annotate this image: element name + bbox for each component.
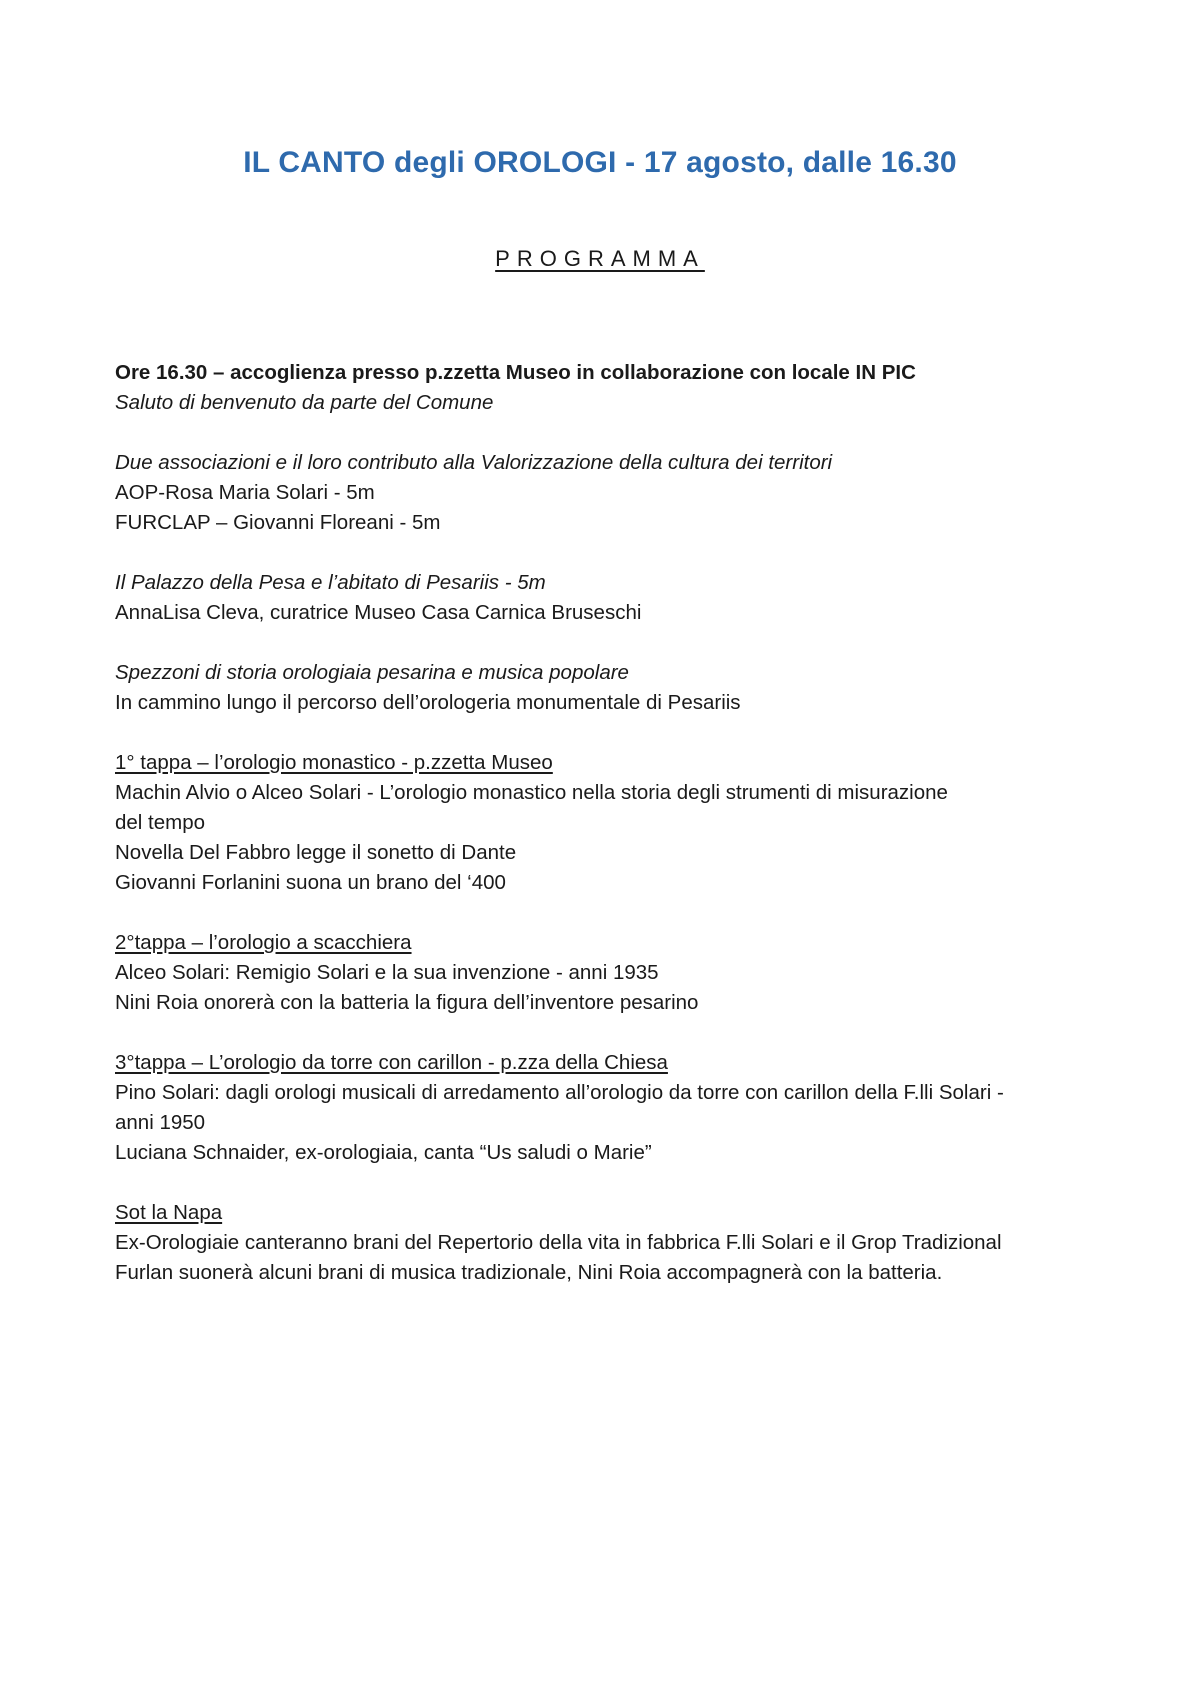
stage1-line: Machin Alvio o Alceo Solari - L’orologio monastico nella storia degli strumenti di misurazione — [115, 781, 948, 804]
history-heading: Spezzoni di storia orologiaia pesarina e musica popolare — [115, 661, 629, 684]
spacer — [115, 898, 1115, 928]
finale-line: Ex-Orologiaie canteranno brani del Repertorio della vita in fabbrica F.lli Solari e il Grop Tradizional — [115, 1231, 1002, 1254]
associations-heading: Due associazioni e il loro contributo alla Valorizzazione della cultura dei territori — [115, 451, 833, 474]
stage1-heading: 1° tappa – l’orologio monastico - p.zzetta Museo — [115, 751, 553, 774]
finale-line: Furlan suonerà alcuni brani di musica tradizionale, Nini Roia accompagnerà con la batteria. — [115, 1261, 943, 1284]
document-subtitle: PROGRAMMA — [495, 246, 705, 271]
association-item: FURCLAP – Giovanni Floreani - 5m — [115, 511, 441, 534]
stage1-line: del tempo — [115, 811, 206, 834]
stage3-line: Pino Solari: dagli orologi musicali di arredamento all’orologio da torre con carillon della F.lli Solari - — [115, 1081, 1004, 1104]
welcome-heading: Ore 16.30 – accoglienza presso p.zzetta Museo in collaborazione con locale IN PIC — [115, 361, 916, 384]
finale-heading: Sot la Napa — [115, 1201, 223, 1224]
stage2-heading: 2°tappa – l’orologio a scacchiera — [115, 931, 412, 954]
stage1-line: Novella Del Fabbro legge il sonetto di Dante — [115, 841, 517, 864]
stage3-line: Luciana Schnaider, ex-orologiaia, canta “Us saludi o Marie” — [115, 1141, 652, 1164]
spacer — [115, 418, 1115, 448]
spacer — [115, 538, 1115, 568]
stage2-line: Alceo Solari: Remigio Solari e la sua invenzione - anni 1935 — [115, 961, 659, 984]
welcome-note: Saluto di benvenuto da parte del Comune — [115, 391, 494, 414]
spacer — [115, 628, 1115, 658]
document-title: IL CANTO degli OROLOGI - 17 agosto, dalle 16.30 — [243, 146, 957, 179]
spacer — [115, 1018, 1115, 1048]
stage1-line: Giovanni Forlanini suona un brano del ‘400 — [115, 871, 506, 894]
stage2-line: Nini Roia onorerà con la batteria la figura dell’inventore pesarino — [115, 991, 699, 1014]
association-item: AOP-Rosa Maria Solari - 5m — [115, 481, 375, 504]
history-note: In cammino lungo il percorso dell’orologeria monumentale di Pesariis — [115, 691, 741, 714]
palazzo-heading: Il Palazzo della Pesa e l’abitato di Pesariis - 5m — [115, 571, 546, 594]
spacer — [115, 718, 1115, 748]
stage3-line: anni 1950 — [115, 1111, 206, 1134]
program-content — [115, 358, 1115, 1288]
spacer — [115, 1168, 1115, 1198]
palazzo-speaker: AnnaLisa Cleva, curatrice Museo Casa Carnica Bruseschi — [115, 601, 642, 624]
stage3-heading: 3°tappa – L’orologio da torre con carillon - p.zza della Chiesa — [115, 1051, 668, 1074]
